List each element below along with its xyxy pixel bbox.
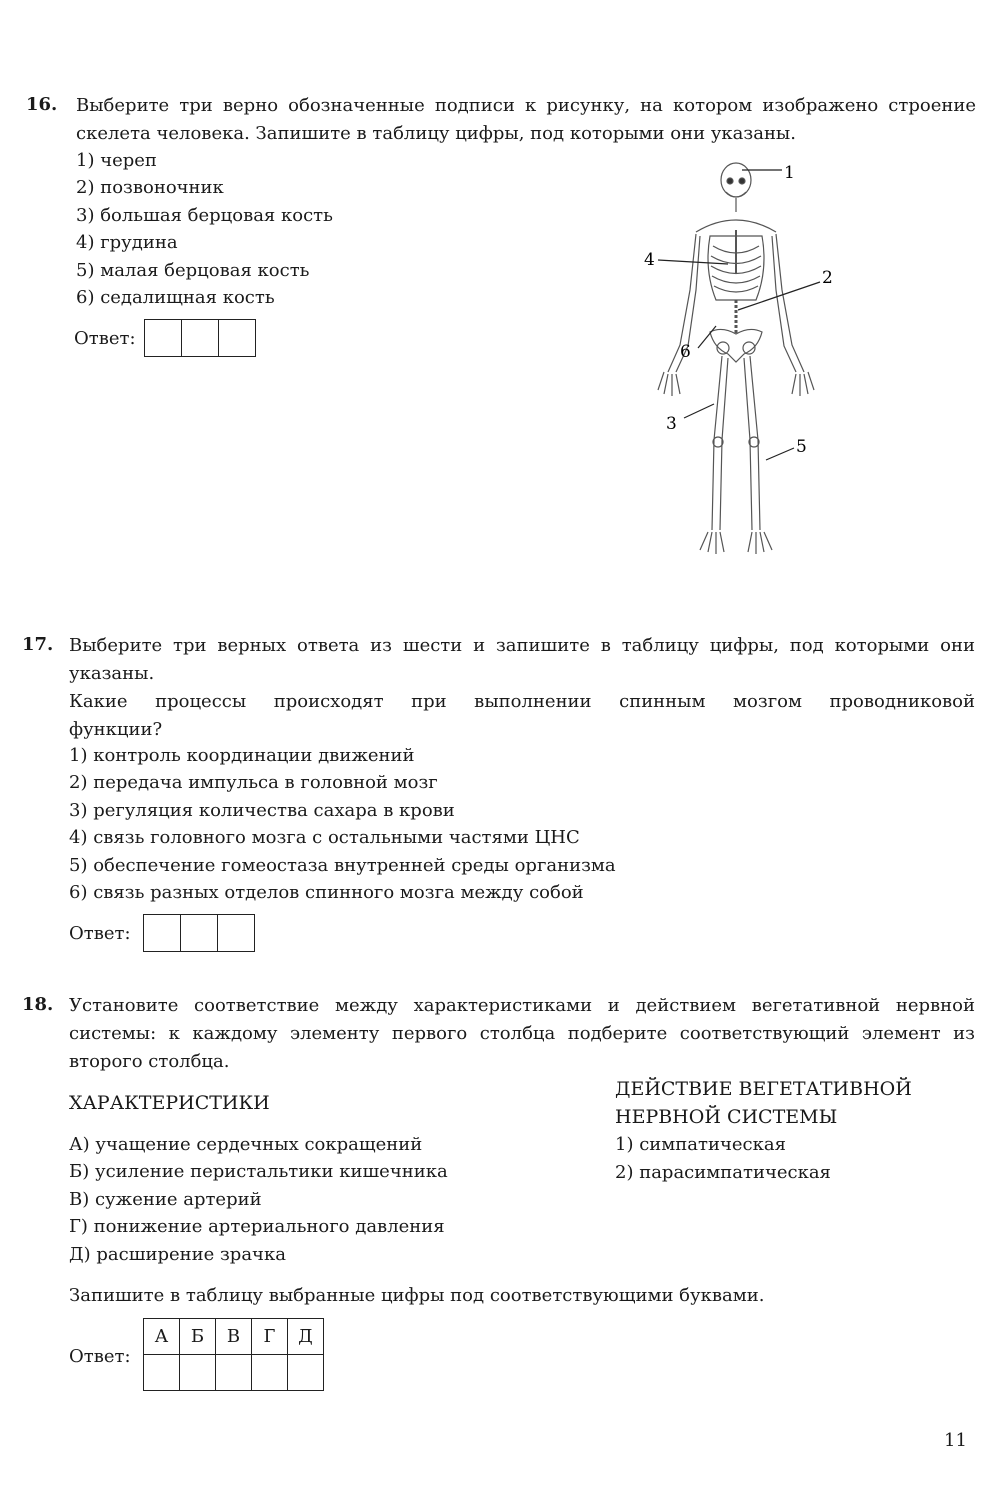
q18-characteristic-a: А) учащение сердечных сокращений (69, 1134, 423, 1155)
q18-characteristic-b: Б) усиление перистальтики кишечника (69, 1161, 448, 1182)
q18-answer-table[interactable] (143, 1318, 324, 1391)
q18-text-line3: второго столбца. (69, 1051, 230, 1072)
q16-text-line1: Выберите три верно обозначенные подписи к рисунку, на котором изображено строение (76, 95, 976, 116)
page-number: 11 (944, 1430, 967, 1451)
q17-answer-cell[interactable] (181, 915, 218, 951)
q18-header-a: А (144, 1319, 180, 1355)
q16-answer-boxes[interactable] (144, 319, 256, 357)
q16-answer-cell[interactable] (182, 320, 219, 356)
q18-instruction: Запишите в таблицу выбранные цифры под соответствующими буквами. (69, 1285, 765, 1306)
q18-characteristic-g: Г) понижение артериального давления (69, 1216, 445, 1237)
q18-col2-header-line2: НЕРВНОЙ СИСТЕМЫ (615, 1106, 838, 1128)
q18-answer-cell[interactable] (288, 1355, 324, 1391)
q18-answer-input-row[interactable] (144, 1355, 324, 1391)
q18-characteristic-d: Д) расширение зрачка (69, 1244, 286, 1265)
q18-answer-cell[interactable] (144, 1355, 180, 1391)
skeleton-label-3: 3 (666, 414, 677, 434)
skeleton-label-4: 4 (644, 250, 655, 270)
q16-option-3: 3) большая берцовая кость (76, 205, 333, 226)
q18-answer-header-row (144, 1319, 324, 1355)
q17-answer-boxes[interactable] (143, 914, 255, 952)
q18-answer-label: Ответ: (69, 1346, 131, 1367)
q17-answer-cell[interactable] (144, 915, 181, 951)
q16-option-4: 4) грудина (76, 232, 178, 253)
q16-number: 16. (26, 94, 58, 115)
q16-answer-label: Ответ: (74, 328, 136, 349)
q17-option-6: 6) связь разных отделов спинного мозга между собой (69, 882, 584, 903)
q17-question-line2: функции? (69, 719, 163, 740)
q16-option-1: 1) череп (76, 150, 157, 171)
q18-col2-header-line1: ДЕЙСТВИЕ ВЕГЕТАТИВНОЙ (615, 1078, 912, 1100)
q17-text-line1: Выберите три верных ответа из шести и запишите в таблицу цифры, под которыми они (69, 635, 975, 656)
q17-answer-label: Ответ: (69, 923, 131, 944)
q16-text-line2: скелета человека. Запишите в таблицу цифры, под которыми они указаны. (76, 123, 796, 144)
q17-option-3: 3) регуляция количества сахара в крови (69, 800, 455, 821)
q18-header-b: Б (180, 1319, 216, 1355)
skeleton-label-1: 1 (784, 163, 795, 183)
q18-text-line2: системы: к каждому элементу первого столбца подберите соответствующий элемент из (69, 1023, 975, 1044)
q17-text-line2: указаны. (69, 663, 155, 684)
q18-header-g: Г (252, 1319, 288, 1355)
q18-answer-cell[interactable] (180, 1355, 216, 1391)
q18-characteristic-v: В) сужение артерий (69, 1189, 262, 1210)
q17-option-5: 5) обеспечение гомеостаза внутренней среды организма (69, 855, 616, 876)
q18-text-line1: Установите соответствие между характеристиками и действием вегетативной нервной (69, 995, 975, 1016)
q16-option-5: 5) малая берцовая кость (76, 260, 310, 281)
skeleton-label-6: 6 (680, 342, 691, 362)
q18-answer-cell[interactable] (252, 1355, 288, 1391)
q17-answer-cell[interactable] (218, 915, 254, 951)
skeleton-figure (610, 150, 850, 585)
skeleton-label-5: 5 (796, 437, 807, 457)
q17-option-2: 2) передача импульса в головной мозг (69, 772, 438, 793)
q17-option-4: 4) связь головного мозга с остальными частями ЦНС (69, 827, 580, 848)
q18-col1-header: ХАРАКТЕРИСТИКИ (69, 1092, 270, 1114)
q17-question-line1: Какие процессы происходят при выполнении спинным мозгом проводниковой (69, 691, 975, 712)
q18-action-2: 2) парасимпатическая (615, 1162, 831, 1183)
q17-option-1: 1) контроль координации движений (69, 745, 415, 766)
q17-number: 17. (22, 634, 54, 655)
q18-header-v: В (216, 1319, 252, 1355)
q18-action-1: 1) симпатическая (615, 1134, 786, 1155)
q18-header-d: Д (288, 1319, 324, 1355)
q16-answer-cell[interactable] (145, 320, 182, 356)
q18-number: 18. (22, 994, 54, 1015)
q16-answer-cell[interactable] (219, 320, 255, 356)
q16-option-6: 6) седалищная кость (76, 287, 275, 308)
q18-answer-cell[interactable] (216, 1355, 252, 1391)
skeleton-label-2: 2 (822, 268, 833, 288)
q16-option-2: 2) позвоночник (76, 177, 224, 198)
